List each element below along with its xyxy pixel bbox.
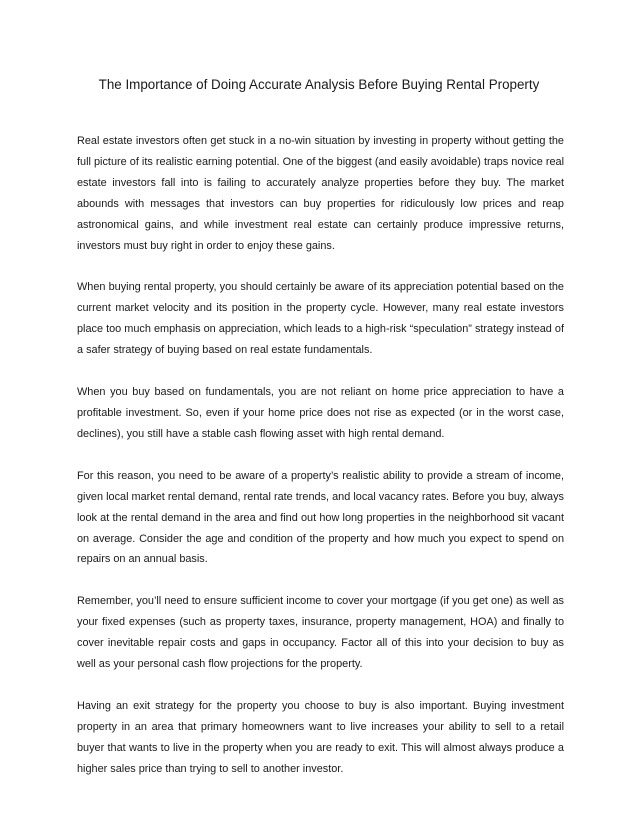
- paragraph-2: When buying rental property, you should certainly be aware of its appreciation potential based on the current market velocity and its position in the property cycle. However, many real estate investors place too much emphasis on appreciation, which leads to a high-risk “speculation” strategy instead of a safer strategy of buying based on real estate fundamentals.: [77, 281, 564, 357]
- document-title: The Importance of Doing Accurate Analysis Before Buying Rental Property: [98, 77, 540, 92]
- paragraph-5: Remember, you’ll need to ensure sufficient income to cover your mortgage (if you get one) as well as your fixed expenses (such as property taxes, insurance, property management, HOA) and finally to cover inevitable repair costs and gaps in occupancy. Factor all of this into your decision to buy as well as your personal cash flow projections for the property.: [77, 595, 564, 671]
- paragraph-4: For this reason, you need to be aware of a property’s realistic ability to provide a stream of income, given local market rental demand, rental rate trends, and local vacancy rates. Before you buy, always look at the rental demand in the area and find out how long properties in the neighborhood sit vacant on average. Consider the age and condition of the property and how much you expect to spend on repairs on an annual basis.: [77, 469, 564, 566]
- document-body: [77, 131, 564, 780]
- paragraph-3: When you buy based on fundamentals, you are not reliant on home price appreciation to have a profitable investment. So, even if your home price does not rise as expected (or in the worst case, declines), you still have a stable cash flowing asset with high rental demand.: [77, 386, 564, 440]
- paragraph-1: Real estate investors often get stuck in a no-win situation by investing in property without getting the full picture of its realistic earning potential. One of the biggest (and easily avoidable) traps novice real estate investors fall into is failing to accurately analyze properties before they buy. The market abounds with messages that investors can buy properties for ridiculously low prices and reap astronomical gains, and while investment real estate can certainly produce impressive returns, investors must buy right in order to enjoy these gains.: [77, 135, 564, 252]
- paragraph-6: Having an exit strategy for the property you choose to buy is also important. Buying investment property in an area that primary homeowners want to live increases your ability to sell to a retail buyer that wants to live in the property when you are ready to exit. This will almost always produce a higher sales price than trying to sell to another investor.: [77, 699, 564, 775]
